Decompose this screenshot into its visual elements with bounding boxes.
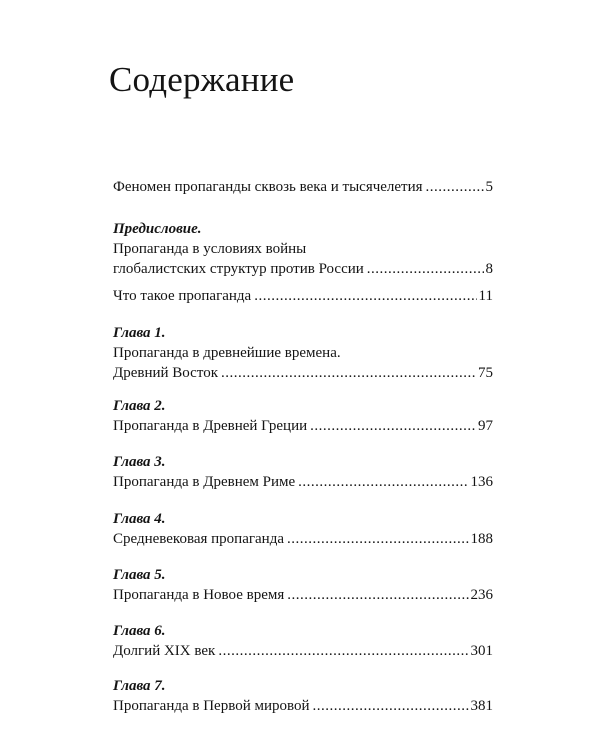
toc-page-number: 236 — [470, 587, 493, 603]
toc-entry-chapter-2 — [113, 396, 493, 436]
page-title: Содержание — [109, 60, 295, 99]
toc-page-number: 97 — [478, 418, 493, 434]
dot-leader — [254, 286, 476, 306]
toc-entry-label: Предисловие. — [113, 221, 202, 237]
toc-page-number: 75 — [478, 365, 493, 381]
toc-entry-title: Пропаганда в Древней Греции — [113, 418, 308, 434]
toc-entry-chapter-5 — [113, 565, 493, 605]
dot-leader — [287, 585, 468, 605]
toc-entry-title: Пропаганда в Древнем Риме — [113, 474, 296, 490]
dot-leader — [367, 259, 484, 279]
toc-entry-title: Феномен пропаганды сквозь века и тысячелетия — [113, 179, 423, 195]
dot-leader — [426, 177, 484, 197]
toc-row — [113, 286, 493, 306]
toc-entry-title: Пропаганда в Первой мировой — [113, 698, 310, 714]
dot-leader — [313, 696, 469, 716]
dot-leader — [310, 416, 476, 436]
dot-leader — [218, 641, 468, 661]
dot-leader — [221, 363, 476, 383]
toc-entry-preface — [113, 219, 493, 279]
toc-entry-label: Глава 5. — [113, 567, 166, 583]
toc-row — [113, 472, 493, 492]
toc-entry-chapter-4 — [113, 509, 493, 549]
toc-entry-label: Глава 6. — [113, 623, 166, 639]
toc-row — [113, 363, 493, 383]
toc-entry-label: Глава 3. — [113, 454, 166, 470]
toc-entry-title: Что такое пропаганда — [113, 288, 252, 304]
toc-entry-chapter-3 — [113, 452, 493, 492]
toc-row — [113, 585, 493, 605]
toc-entry-title-line: Пропаганда в условиях войны — [113, 241, 307, 257]
dot-leader — [287, 529, 469, 549]
toc-page-number: 5 — [485, 179, 493, 195]
toc-page-number: 301 — [470, 643, 493, 659]
toc-page-number: 381 — [470, 698, 493, 714]
toc-entry-chapter-7 — [113, 676, 493, 716]
toc-entry-label: Глава 1. — [113, 325, 166, 341]
toc-entry-label: Глава 7. — [113, 678, 166, 694]
toc-entry-label: Глава 2. — [113, 398, 166, 414]
toc-row — [113, 529, 493, 549]
toc-entry-title: Средневековая пропаганда — [113, 531, 284, 547]
toc-row — [113, 259, 493, 279]
toc-entry-what-is-propaganda — [113, 286, 493, 306]
toc-page-number: 136 — [470, 474, 493, 490]
toc-page-number: 8 — [485, 261, 493, 277]
toc-entry-title: Пропаганда в Новое время — [113, 587, 285, 603]
dot-leader — [298, 472, 468, 492]
toc-entry-intro — [113, 177, 493, 197]
toc-entry-title: глобалистских структур против России — [113, 261, 364, 277]
toc-entry-title-line: Пропаганда в древнейшие времена. — [113, 345, 341, 361]
toc-row — [113, 416, 493, 436]
toc-entry-title: Долгий XIX век — [113, 643, 216, 659]
toc-page-number: 188 — [470, 531, 493, 547]
toc-entry-chapter-6 — [113, 621, 493, 661]
toc-page-number: 11 — [478, 288, 493, 304]
toc-row — [113, 696, 493, 716]
toc-entry-title: Древний Восток — [113, 365, 218, 381]
toc-entry-label: Глава 4. — [113, 511, 166, 527]
toc-row — [113, 177, 493, 197]
toc-row — [113, 641, 493, 661]
toc-entry-chapter-1 — [113, 323, 493, 383]
